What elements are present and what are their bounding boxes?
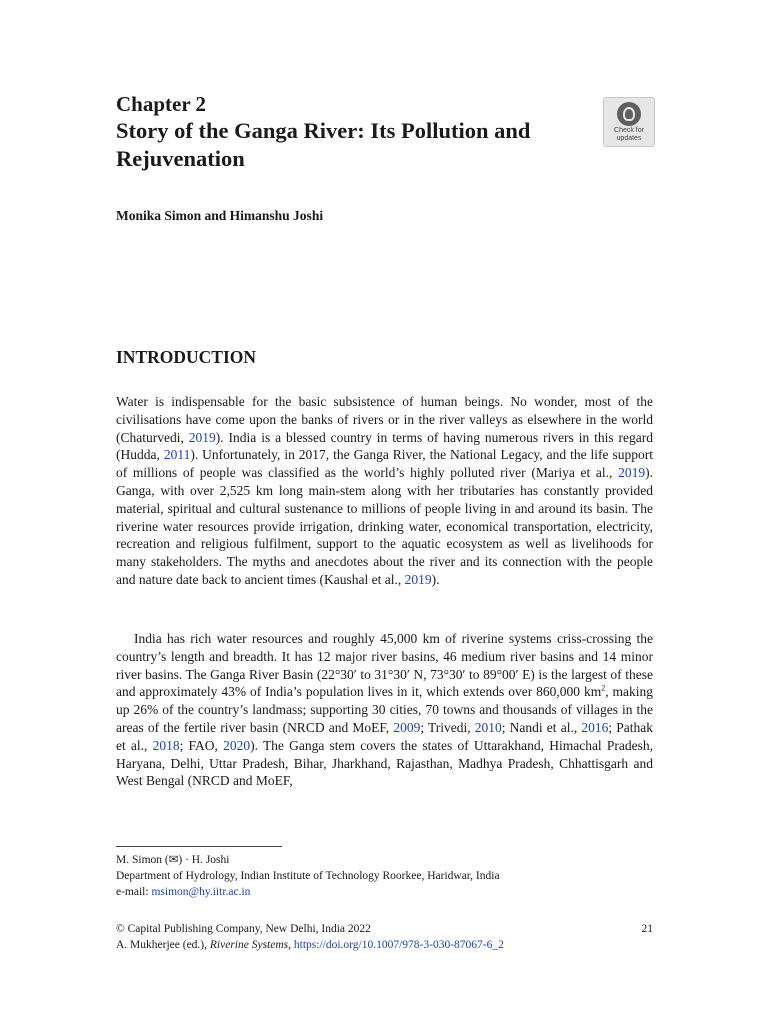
text-run: ). The Ganga stem covers the states of Uttarakhand, Himachal Pradesh, Haryana, Delhi, Uttar Pradesh, Bihar, Jharkhand, Rajasthan, Madhya Pradesh, Chhattisgarh and West Bengal (NRCD and MoEF, bbox=[116, 737, 653, 789]
footnote-text: M. Simon ( bbox=[116, 854, 169, 866]
citation-link[interactable]: 2011 bbox=[163, 447, 191, 463]
text-run: ). India is a blessed country in terms of having numerous rivers in this regard (Hudda, bbox=[116, 429, 653, 463]
text-run: Water is indispensable for the basic subsistence of human beings. No wonder, most of the civilisations have come upon the banks of rivers or in the river valleys as elsewhere in the world (Chaturvedi, bbox=[116, 394, 653, 445]
text-run: ). Ganga, with over 2,525 km long main-stem along with her tributaries has constantly provided material, spiritual and cultural sustenance to millions of people living in and around its basin. The riverine water resources provide irrigation, drinking water, economical transportation, electricity, recreation and religious fulfilment, support to the aquatic ecosystem as well as livelihoods for many stakeholders. The myths and anecdotes about the river and its connection with the people and nature date back to ancient times (Kaushal et al., bbox=[116, 465, 653, 587]
footnote-email bbox=[116, 884, 250, 900]
text-run: ; Pathak et al., bbox=[116, 719, 653, 753]
badge-text bbox=[604, 127, 654, 143]
text-run: India has rich water resources and roughly 45,000 km of riverine systems criss-crossing the country’s length and breadth. It has 12 major river basins, 46 medium river basins and 14 minor river basins. The Ganga River Basin (22°30′ to 31°30′ N, 73°30′ to 89°00′ E) is the largest of these and approximately 43% of India’s population lives in it, which extends over 860,000 km bbox=[116, 631, 653, 700]
text-run: , making up 26% of the country’s landmass; supporting 30 cities, 70 towns and thousands of villages in the areas of the fertile river basin (NRCD and MoEF, bbox=[116, 684, 653, 735]
book-title: Riverine Systems bbox=[209, 939, 289, 951]
footnote-divider bbox=[116, 846, 282, 847]
mail-icon[interactable]: ✉ bbox=[168, 854, 179, 866]
text-run: ; Nandi et al., bbox=[501, 719, 582, 735]
citation-link[interactable]: 2016 bbox=[581, 719, 609, 735]
paragraph-2 bbox=[116, 630, 653, 790]
chapter-title: Story of the Ganga River: Its Pollution and Rejuvenation bbox=[116, 118, 531, 171]
check-for-updates-badge[interactable] bbox=[603, 97, 655, 147]
citation-link[interactable]: 2010 bbox=[474, 719, 502, 735]
citation-line bbox=[116, 937, 504, 953]
bookmark-icon bbox=[617, 102, 641, 126]
citation-link[interactable]: 2019 bbox=[188, 429, 216, 445]
citation-link[interactable]: 2020 bbox=[223, 737, 251, 753]
citation-link[interactable]: 2009 bbox=[393, 719, 421, 735]
doi-link[interactable]: https://doi.org/10.1007/978-3-030-87067-6_2 bbox=[293, 939, 504, 951]
text-run: ; FAO, bbox=[179, 737, 224, 753]
text-run: ; Trivedi, bbox=[420, 719, 475, 735]
footnote-text: ) · H. Joshi bbox=[178, 854, 230, 866]
text-run: ). Unfortunately, in 2017, the Ganga River, the National Legacy, and the life support of millions of people was classified as the world’s highly polluted river (Mariya et al., bbox=[116, 447, 653, 481]
superscript: 2 bbox=[601, 683, 606, 693]
email-label: e-mail: bbox=[116, 886, 152, 898]
copyright-line: © Capital Publishing Company, New Delhi, India 2022 bbox=[116, 923, 371, 935]
page-number: 21 bbox=[641, 923, 653, 935]
footnote-affiliation: Department of Hydrology, Indian Institute of Technology Roorkee, Haridwar, India bbox=[116, 870, 500, 882]
text-run: ). bbox=[431, 571, 440, 587]
citation-link[interactable]: 2019 bbox=[404, 571, 432, 587]
footnote-authors bbox=[116, 852, 229, 868]
citation-editor: A. Mukherjee (ed.), bbox=[116, 939, 210, 951]
chapter-label: Chapter 2 bbox=[116, 92, 207, 116]
citation-link[interactable]: 2018 bbox=[152, 737, 180, 753]
badge-line-2: updates bbox=[616, 135, 642, 142]
section-heading: INTRODUCTION bbox=[116, 347, 257, 367]
citation-separator: , bbox=[288, 939, 294, 951]
chapter-authors: Monika Simon and Himanshu Joshi bbox=[116, 208, 324, 223]
paragraph-1 bbox=[116, 393, 653, 589]
email-link[interactable]: msimon@hy.iitr.ac.in bbox=[151, 886, 251, 898]
citation-link[interactable]: 2019 bbox=[618, 465, 646, 481]
badge-line-1: Check for bbox=[614, 127, 644, 134]
